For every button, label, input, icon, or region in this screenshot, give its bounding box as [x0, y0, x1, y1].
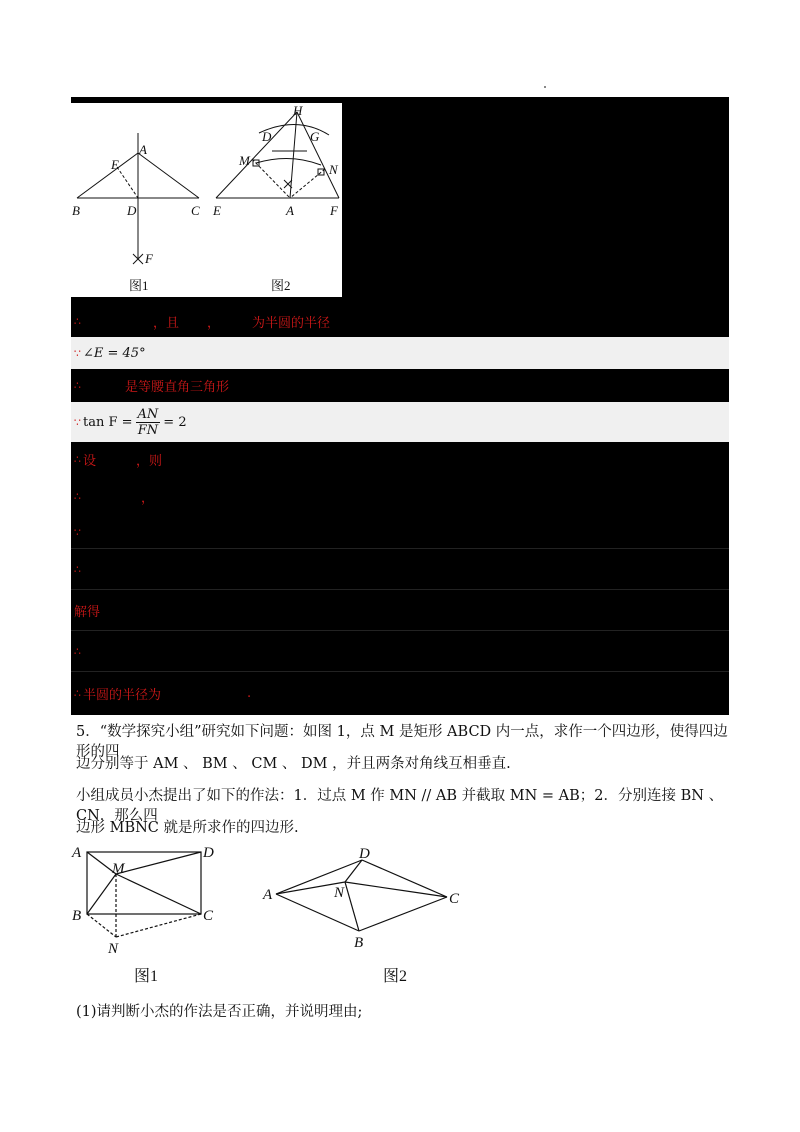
bottom-fig2-caption: 图2 [383, 968, 408, 985]
fig1-point-N: N [108, 941, 119, 957]
because-symbol: ∵ [74, 525, 81, 539]
fraction-numerator: AN [137, 406, 159, 422]
row4-prefix: tan F = [83, 414, 133, 430]
fig2-point-N: N [334, 885, 345, 901]
fig1-label-D: D [127, 203, 137, 218]
fig1-point-M: M [112, 861, 125, 877]
fraction-denominator: FN [137, 422, 159, 438]
solution-row-5 [71, 442, 729, 476]
therefore-symbol: ∴ [74, 489, 81, 503]
fig1-label-C: C [191, 203, 200, 218]
solution-row-6 [71, 476, 729, 516]
row5-text-a: 设 [83, 453, 97, 469]
fig2-label-A: A [286, 203, 294, 218]
fig2-label-N: N [329, 162, 338, 177]
solution-row-4 [71, 402, 729, 442]
fig2-label-G: G [310, 129, 320, 144]
fig1-point-D: D [203, 845, 214, 861]
because-symbol: ∵ [74, 415, 81, 429]
row1-text-b: ， [207, 316, 221, 331]
fig2-point-C: C [449, 891, 460, 907]
problem-figure [60, 840, 500, 994]
fig1-point-B: B [72, 908, 82, 924]
fig1-label-F: F [145, 251, 153, 266]
page-dot [544, 86, 546, 88]
solution-row-10 [71, 631, 729, 671]
solution-row-1 [71, 306, 729, 337]
because-symbol: ∵ [74, 346, 81, 360]
problem-figure-svg [60, 840, 500, 990]
fig1-label-E: E [111, 157, 119, 172]
problem-line-4: 边形 MBNC 就是所求作的四边形. [76, 820, 299, 836]
solution-row-7 [71, 516, 729, 548]
row2-math: ∠E = 45° [83, 345, 146, 361]
fig1-point-C: C [203, 908, 214, 924]
fig2-point-D: D [359, 846, 370, 862]
geometry-figure-panel [71, 103, 342, 297]
fig2-label-D: D [262, 129, 272, 144]
fig2-label-F: F [330, 203, 338, 218]
therefore-symbol: ∴ [74, 452, 81, 466]
fig1-label-B: B [72, 203, 80, 218]
solution-row-9 [71, 590, 729, 630]
solution-block [71, 97, 729, 715]
solution-row-11 [71, 672, 729, 715]
fig2-caption: 图2 [271, 278, 291, 293]
geometry-figure [71, 103, 342, 297]
row4-suffix: = 2 [163, 414, 187, 430]
fig2-label-H: H [293, 103, 303, 118]
fraction-an-fn [136, 407, 161, 438]
row11-text-a: 半圆的半径为 [83, 688, 162, 703]
therefore-symbol: ∴ [74, 644, 81, 658]
problem-line-3: 小组成员小杰提出了如下的作法：1．过点 M 作 MN // AB 并截取 MN = AB；2．分别连接 BN 、 CN．那么四 [76, 788, 724, 824]
fig2-label-E: E [213, 203, 221, 218]
row6-text: ， [141, 490, 155, 506]
row9-text: 解得 [74, 604, 101, 620]
therefore-symbol: ∴ [74, 379, 81, 392]
solution-row-2 [71, 337, 729, 369]
fig1-label-A: A [139, 142, 147, 157]
problem-line-1: 5．“数学探究小组”研究如下问题：如图 1，点 M 是矩形 ABCD 内一点，求作一个四边形，使得四边形的四 [76, 724, 728, 760]
bottom-fig1-caption: 图1 [134, 968, 159, 985]
solution-row-3 [71, 369, 729, 402]
row5-text-b: ，则 [136, 453, 163, 469]
question-1: (1)请判断小杰的作法是否正确，并说明理由; [76, 1004, 363, 1020]
fig1-point-A: A [72, 845, 82, 861]
problem-line-2: 边分别等于 AM 、 BM 、 CM 、 DM ，并且两条对角线互相垂直. [76, 756, 511, 772]
row11-text-b: . [247, 686, 252, 701]
row1-text-a: ，且 [153, 316, 180, 331]
fig1-caption: 图1 [129, 278, 149, 293]
row1-text-c: 为半圆的半径 [252, 316, 331, 331]
fig2-point-B: B [354, 935, 364, 951]
row3-text: 是等腰直角三角形 [125, 380, 230, 395]
fig2-label-M: M [239, 153, 250, 168]
solution-row-8 [71, 549, 729, 589]
therefore-symbol: ∴ [74, 315, 81, 328]
therefore-symbol: ∴ [74, 687, 81, 700]
fig2-point-A: A [263, 887, 273, 903]
therefore-symbol: ∴ [74, 562, 81, 576]
